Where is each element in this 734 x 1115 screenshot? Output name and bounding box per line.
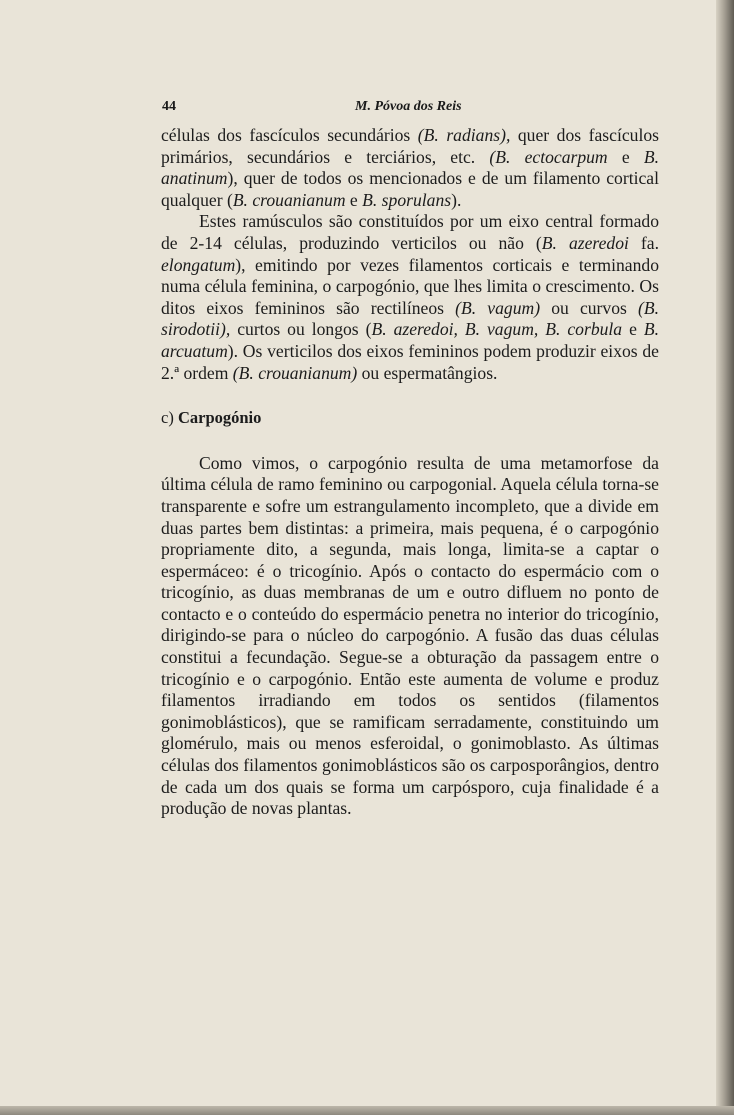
section-heading (161, 407, 659, 429)
running-head: M. Póvoa dos Reis (355, 99, 462, 114)
italic-run: B. arcuatum (161, 319, 659, 361)
paragraph: Como vimos, o carpogónio resulta de uma metamorfose da última célula de ramo feminino ou carpogonial. Aquela célula torna-se transparente e sofre um estrangulamento incompleto, que a divide em duas partes bem distintas: a primeira, mais pequena, é o carpogónio propriamente dito, a segunda, mais longa, limita-se a captar o espermáceo: é o tricogínio. Após o contacto do espermácio com o tricogínio, as duas membranas de um e outro difluem no ponto de contacto e o conteúdo do espermácio penetra no interior do tricogínio, dirigindo-se para o núcleo do carpogónio. A fusão das duas células constitui a fecundação. Segue-se a obturação da passagem entre o tricogínio e o carpogónio. Então este aumenta de volume e produz filamentos irradiando em todos os sentidos (filamentos gonimoblásticos), que se ramificam serradamente, constituindo um glomérulo, mais ou menos esferoidal, o gonimoblasto. As últimas células dos filamentos gonimoblásticos são os carposporângios, dentro de cada um dos quais se forma um carpósporo, cuja finalidade é a produção de novas plantas. (161, 452, 659, 819)
page-header (162, 99, 662, 121)
italic-run: elongatum (161, 254, 236, 275)
italic-run: B. anatinum (161, 146, 659, 189)
italic-run: B. azeredoi, B. vagum, B. corbula (371, 319, 623, 340)
italic-run: (B. crouanianum) (232, 362, 358, 383)
text-run: quer dos fascículos primários, secundários e terciários, etc. (161, 125, 659, 167)
italic-run: (B. sirodotii), (161, 297, 660, 340)
page-number: 44 (162, 99, 176, 114)
text-run: ), emitindo por vezes filamentos corticais e terminando numa célula feminina, o carpogónio, que lhes limita o crescimento. Os ditos eixos femininos são rectilíneos (161, 254, 659, 318)
italic-run: (B. ectocarpum (489, 146, 608, 167)
italic-run: B. sporulans (362, 189, 452, 210)
text-run: e (607, 146, 644, 167)
italic-run: (B. vagum) (455, 297, 541, 318)
italic-run: B. azeredoi (541, 232, 629, 253)
paragraph (161, 125, 659, 211)
italic-run: B. crouanianum (232, 189, 346, 210)
text-run: células dos fascículos secundários (161, 125, 418, 145)
text-run: ). (451, 189, 462, 210)
text-run: e (622, 319, 644, 340)
text-run: e (345, 189, 363, 210)
text-run: ), quer de todos os mencionados e de um filamento cortical qualquer ( (161, 168, 659, 210)
paragraph (161, 211, 659, 384)
text-run: ou curvos (540, 297, 638, 318)
text-run: curtos ou longos ( (230, 319, 372, 340)
body-text (161, 125, 659, 820)
section-title: Carpogónio (177, 408, 262, 428)
page-bottom-edge (0, 1106, 734, 1115)
text-run: ou espermatângios. (357, 362, 498, 383)
text-run: ). Os verticilos dos eixos femininos podem produzir eixos de 2.ª ordem (161, 340, 659, 383)
italic-run: (B. radians), (417, 125, 511, 145)
section-letter: c) (161, 408, 174, 428)
text-run: fa. (628, 232, 660, 253)
page-edge (716, 0, 734, 1115)
text-run: Estes ramúsculos são constituídos por um eixo central formado de 2-14 células, produzindo verticilos ou não ( (161, 211, 659, 253)
